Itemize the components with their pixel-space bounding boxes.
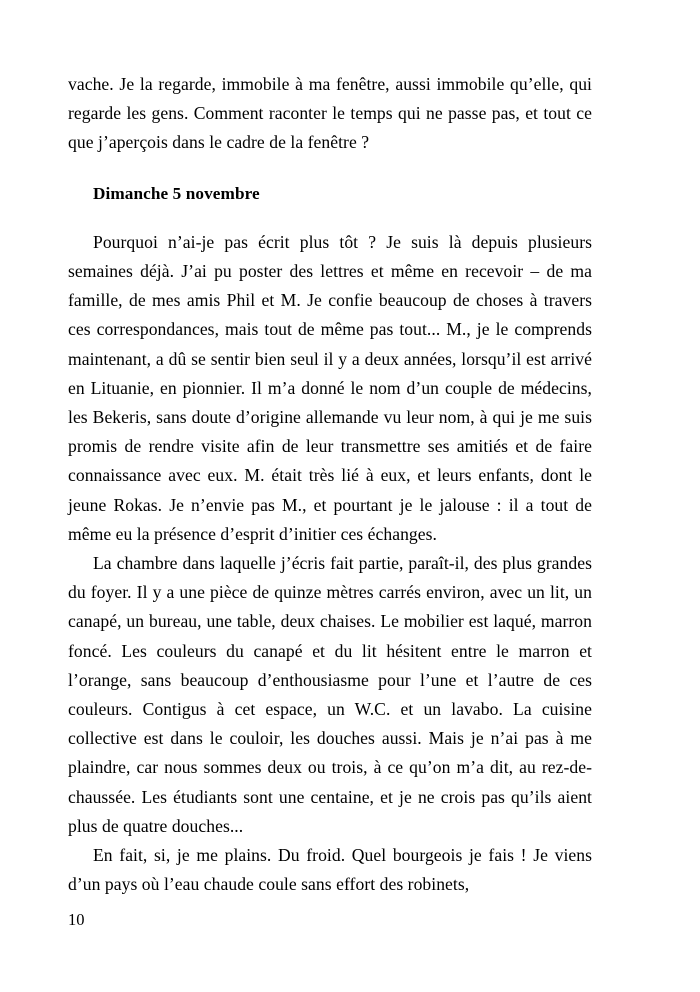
paragraph-en-fait: En fait, si, je me plains. Du froid. Quel bourgeois je fais ! Je viens d’un pays où l’eau chaude coule sans effort des robinets, xyxy=(68,845,592,895)
paragraph-pourquoi: Pourquoi n’ai-je pas écrit plus tôt ? Je suis là depuis plusieurs semaines déjà. J’ai pu poster des lettres et même en recevoir – de ma famille, de mes amis Phil et M. Je confie beaucoup de choses à travers ces correspondances, mais tout de même pas tout... M., je le comprends maintenant, a dû se sentir bien seul il y a deux années, lorsqu’il est arrivé en Lituanie, en pionnier. Il m’a donné le nom d’un couple de médecins, les Bekeris, sans doute d’origine allemande vu leur nom, à qui je me suis promis de rendre visite afin de leur transmettre ses amitiés et de faire connaissance avec eux. M. était très lié à eux, et leurs enfants, dont le jeune Rokas. Je n’envie pas M., et pourtant je le jalouse : il a tout de même eu la présence d’esprit d’initier ces échanges. xyxy=(68,231,592,544)
text-column xyxy=(68,70,592,899)
paragraph-la-chambre: La chambre dans laquelle j’écris fait partie, paraît-il, des plus grandes du foyer. Il y a une pièce de quinze mètres carrés environ, avec un lit, un canapé, un bureau, une table, deux chaises. Le mobilier est laqué, marron foncé. Les couleurs du canapé et du lit hésitent entre le marron et l’orange, sans beaucoup d’enthousiasme pour l’une et l’autre de ces couleurs. Contigus à cet espace, un W.C. et un lavabo. La cuisine collective est dans le couloir, les douches aussi. Mais je n’ai pas à me plaindre, car nous sommes deux ou trois, à ce qu’on m’a dit, au rez-de-chaussée. Les étudiants sont une centaine, et je ne crois pas qu’ils aient plus de quatre douches... xyxy=(68,553,592,836)
page-number: 10 xyxy=(68,910,85,929)
section-heading-dimanche-5-novembre: Dimanche 5 novembre xyxy=(93,183,260,203)
paragraph-continued-vache: vache. Je la regarde, immobile à ma fenêtre, aussi immobile qu’elle, qui regarde les gens. Comment raconter le temps qui ne passe pas, et tout ce que j’aperçois dans le cadre de la fenêtre ? xyxy=(68,74,592,153)
